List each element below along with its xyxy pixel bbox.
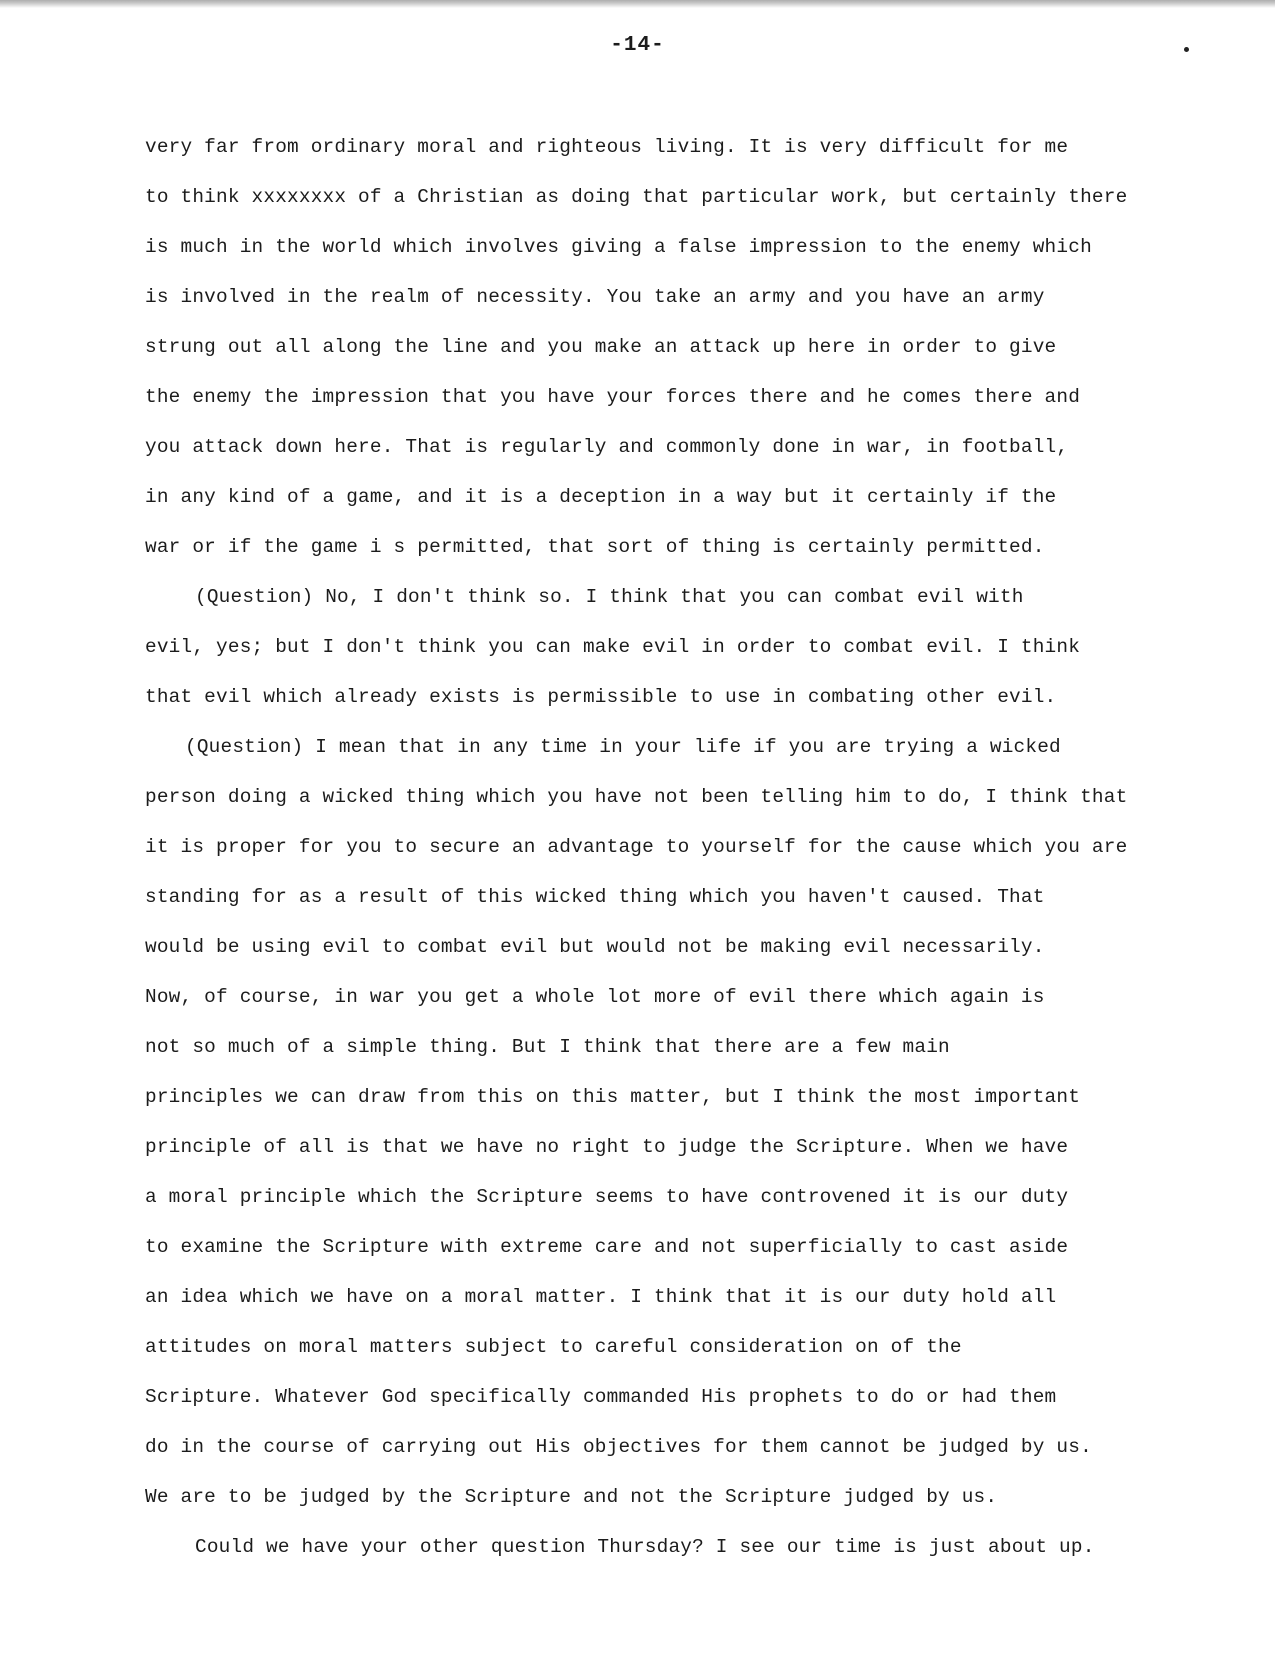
text-line: principle of all is that we have no right to judge the Scripture. When we have <box>145 1136 1069 1158</box>
text-line: person doing a wicked thing which you have not been telling him to do, I think that <box>145 786 1128 808</box>
text-line: is much in the world which involves giving a false impression to the enemy which <box>145 236 1092 258</box>
text-line: evil, yes; but I don't think you can make evil in order to combat evil. I think <box>145 636 1081 658</box>
text-line: principles we can draw from this on this matter, but I think the most important <box>145 1086 1081 1108</box>
text-line: We are to be judged by the Scripture and not the Scripture judged by us. <box>145 1486 998 1508</box>
text-line: (Question) No, I don't think so. I think that you can combat evil with <box>195 586 1024 608</box>
text-line: that evil which already exists is permissible to use in combating other evil. <box>145 686 1057 708</box>
text-line: Scripture. Whatever God specifically commanded His prophets to do or had them <box>145 1386 1057 1408</box>
text-line: you attack down here. That is regularly and commonly done in war, in football, <box>145 436 1069 458</box>
text-line: in any kind of a game, and it is a deception in a way but it certainly if the <box>145 486 1057 508</box>
text-line: do in the course of carrying out His objectives for them cannot be judged by us. <box>145 1436 1092 1458</box>
body-text <box>145 132 1195 1582</box>
text-line: (Question) I mean that in any time in your life if you are trying a wicked <box>185 736 1061 758</box>
scan-top-edge <box>0 0 1275 8</box>
text-line: a moral principle which the Scripture seems to have controvened it is our duty <box>145 1186 1069 1208</box>
text-line: Could we have your other question Thursday? I see our time is just about up. <box>195 1536 1095 1558</box>
text-line: the enemy the impression that you have your forces there and he comes there and <box>145 386 1081 408</box>
text-line: attitudes on moral matters subject to careful consideration on of the <box>145 1336 962 1358</box>
text-line: very far from ordinary moral and righteous living. It is very difficult for me <box>145 136 1069 158</box>
text-line: standing for as a result of this wicked thing which you haven't caused. That <box>145 886 1045 908</box>
text-line: Now, of course, in war you get a whole lot more of evil there which again is <box>145 986 1045 1008</box>
text-line: it is proper for you to secure an advantage to yourself for the cause which you are <box>145 836 1128 858</box>
page-number: -14- <box>610 34 665 57</box>
text-line: not so much of a simple thing. But I think that there are a few main <box>145 1036 950 1058</box>
text-line: war or if the game i s permitted, that sort of thing is certainly permitted. <box>145 536 1045 558</box>
text-line: strung out all along the line and you make an attack up here in order to give <box>145 336 1057 358</box>
text-line: is involved in the realm of necessity. You take an army and you have an army <box>145 286 1045 308</box>
text-line: to think xxxxxxxx of a Christian as doing that particular work, but certainly there <box>145 186 1128 208</box>
text-line: an idea which we have on a moral matter. I think that it is our duty hold all <box>145 1286 1057 1308</box>
text-line: would be using evil to combat evil but would not be making evil necessarily. <box>145 936 1045 958</box>
text-line: to examine the Scripture with extreme care and not superficially to cast aside <box>145 1236 1069 1258</box>
